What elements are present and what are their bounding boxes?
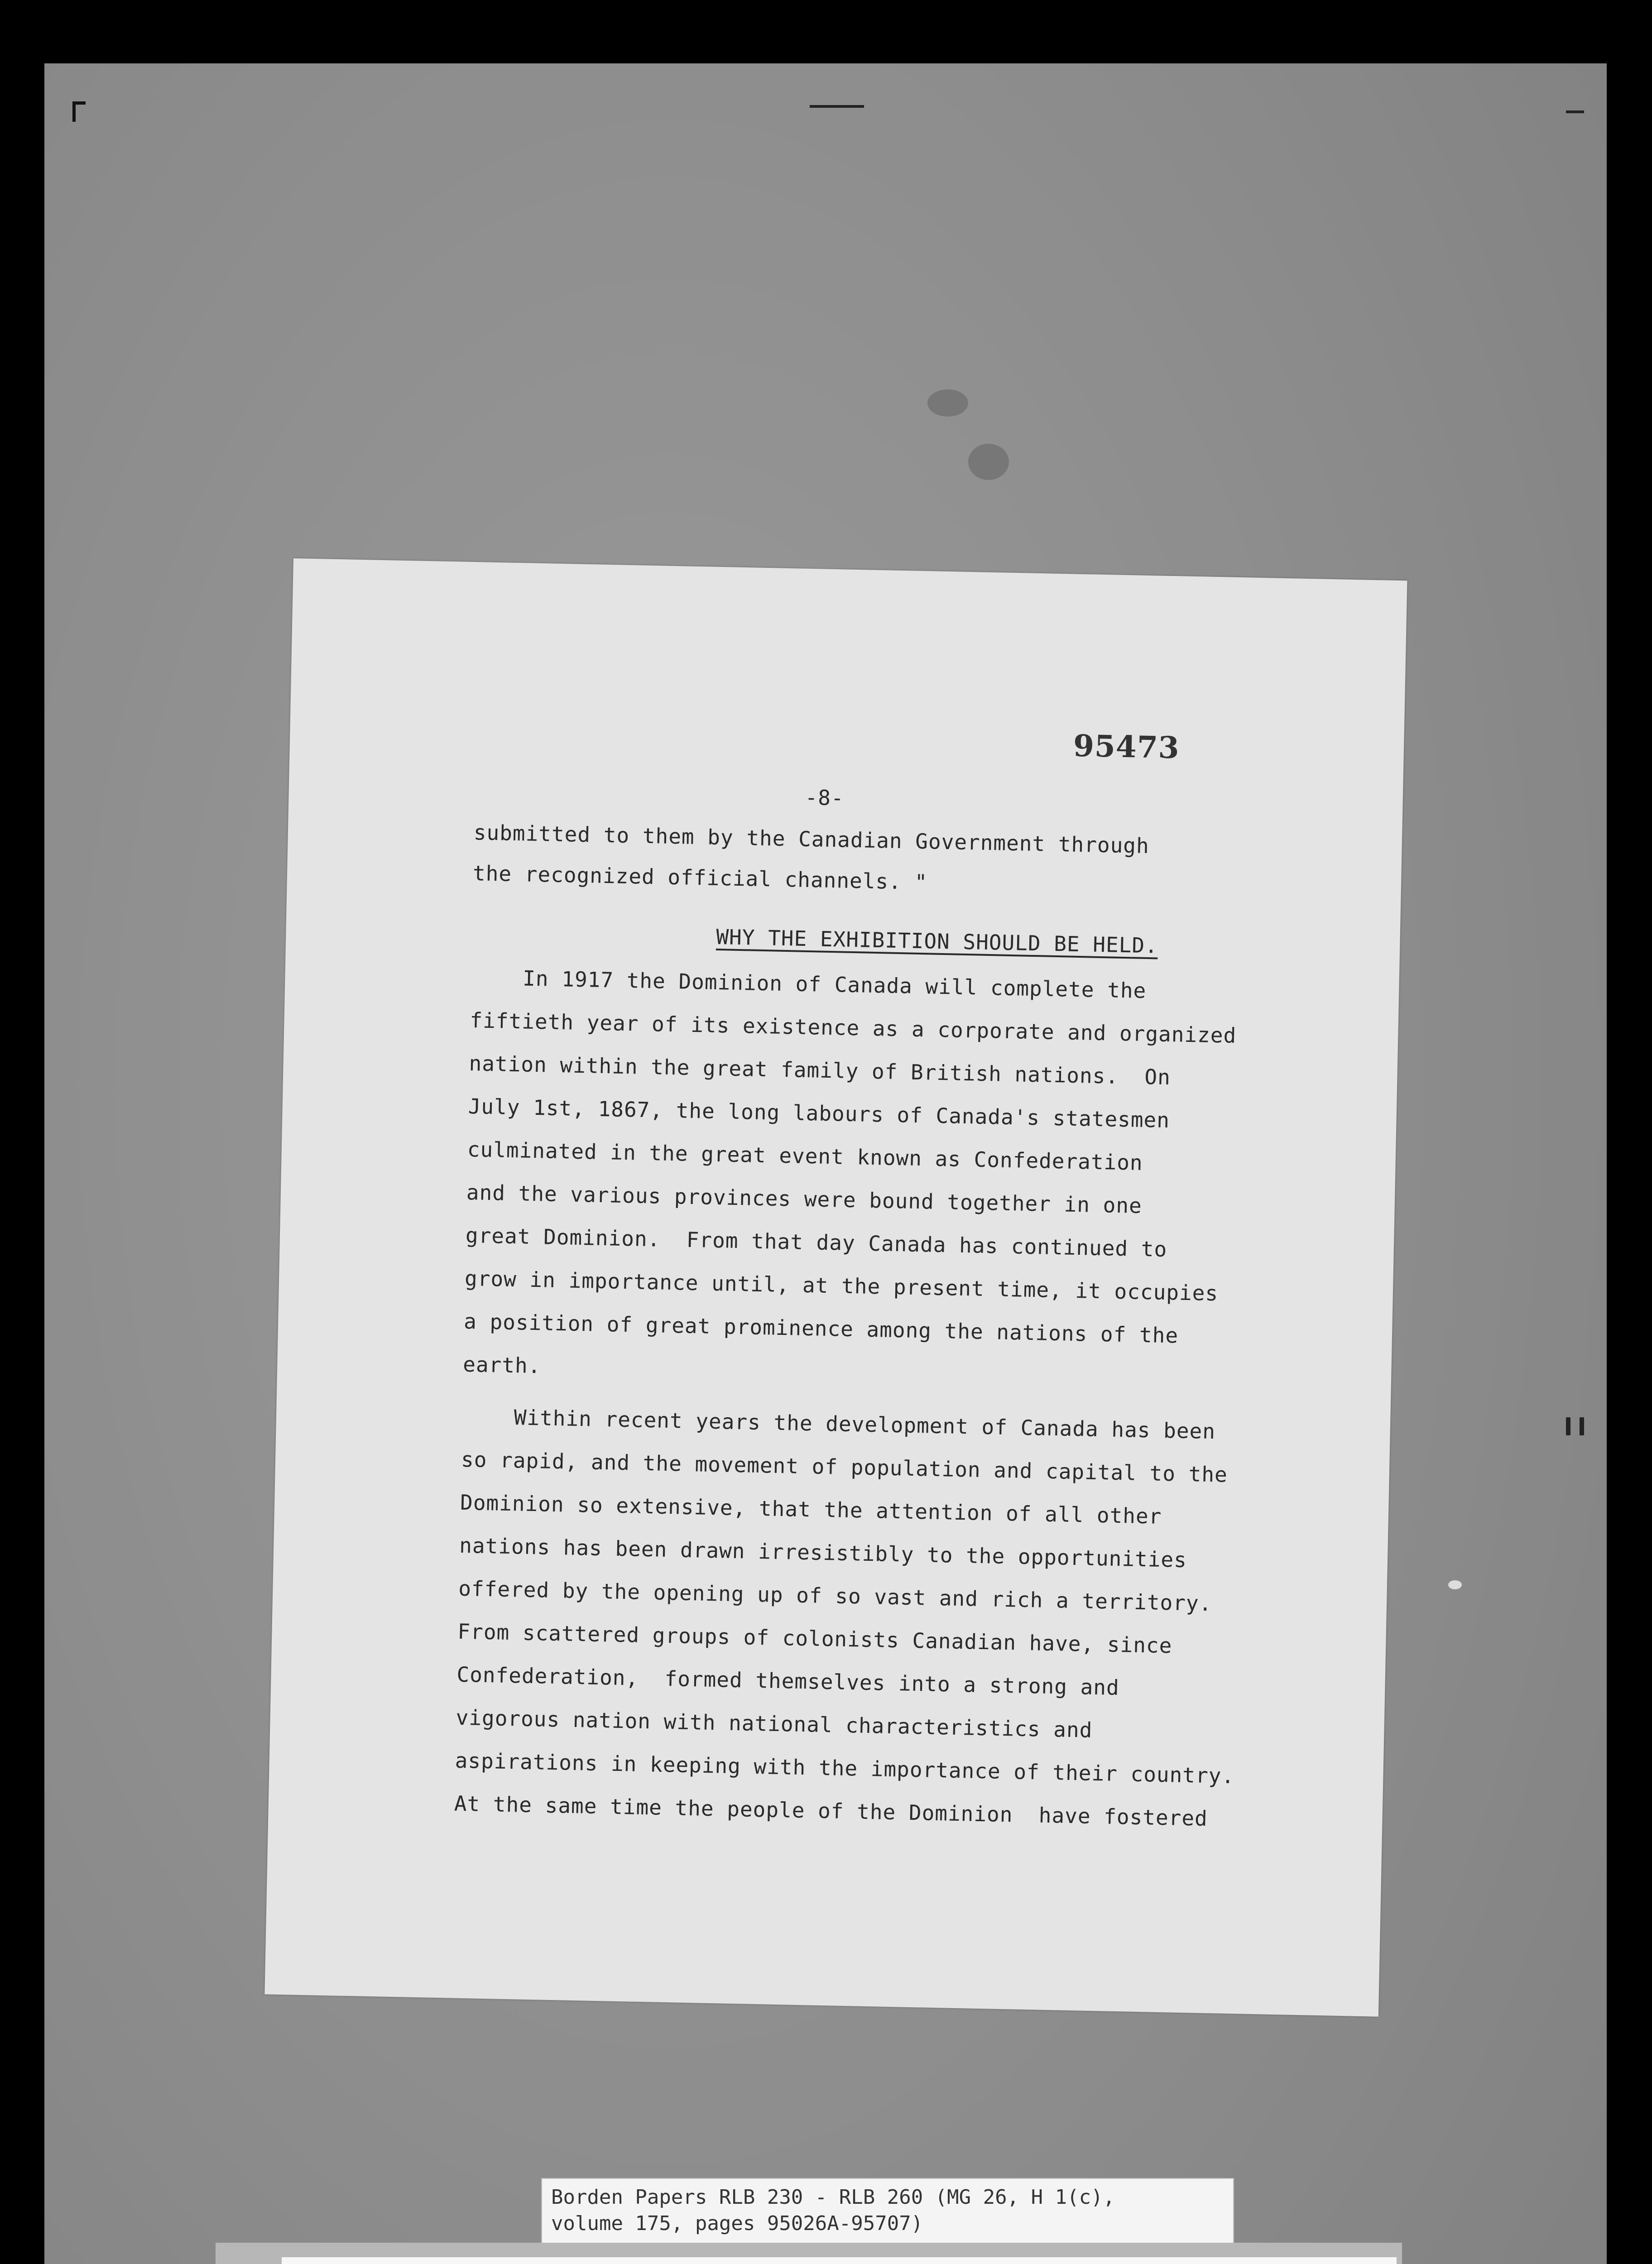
text-line: nation within the great family of British nations. On [469,1051,1171,1090]
text-line: At the same time the people of the Dominion have fostered [454,1791,1208,1831]
speck [927,389,968,417]
speck [1448,1580,1462,1589]
text-line: and the various provinces were bound together in one [466,1180,1143,1218]
text-line: culminated in the great event known as Confederation [467,1137,1143,1175]
section-heading: WHY THE EXHIBITION SHOULD BE HELD. [716,924,1158,958]
caption-line-2: volume 175, pages 95026A-95707) [551,2212,923,2235]
text-line: offered by the opening up of so vast and rich a territory. [458,1576,1212,1616]
speck [1580,1417,1584,1435]
speck [968,444,1009,480]
text-line: In 1917 the Dominion of Canada will complete the [470,965,1147,1003]
text-line: grow in importance until, at the present time, it occupies [464,1266,1219,1306]
caption-line-1: Borden Papers RLB 230 - RLB 260 (MG 26, H 1(c), [551,2186,1115,2209]
archives-stamp [282,2257,1397,2264]
corner-mark [72,101,86,122]
text-line: aspirations in keeping with the importance of their country. [455,1748,1235,1789]
text-line: so rapid, and the movement of population and capital to the [461,1447,1228,1487]
typed-document-page [264,558,1407,2017]
text-line: great Dominion. From that day Canada has continued to [465,1223,1167,1262]
archive-caption [541,2178,1234,2244]
speck [1566,1417,1570,1435]
text-line: July 1st, 1867, the long labours of Canada's statesmen [468,1094,1170,1133]
page-number: -8- [805,785,845,811]
text-line: vigorous nation with national characteristics and [456,1705,1093,1742]
text-line: earth. [462,1352,542,1378]
text-line: Confederation, formed themselves into a strong and [456,1662,1120,1700]
text-line: a position of great prominence among the nations of the [463,1309,1179,1348]
text-line: Dominion so extensive, that the attention of all other [460,1490,1162,1529]
text-line: Within recent years the development of Canada has been [461,1404,1216,1444]
text-line: nations has been drawn irresistibly to the opportunities [459,1533,1187,1573]
document-number: 95473 [1073,728,1180,766]
text-line: fiftieth year of its existence as a corporate and organized [470,1008,1237,1048]
frame-dash [810,105,864,108]
text-line: submitted to them by the Canadian Government through [473,820,1150,859]
frame-dash-right [1566,110,1584,113]
text-line: From scattered groups of colonists Canadian have, since [457,1619,1172,1658]
text-line: the recognized official channels. " [472,861,928,895]
